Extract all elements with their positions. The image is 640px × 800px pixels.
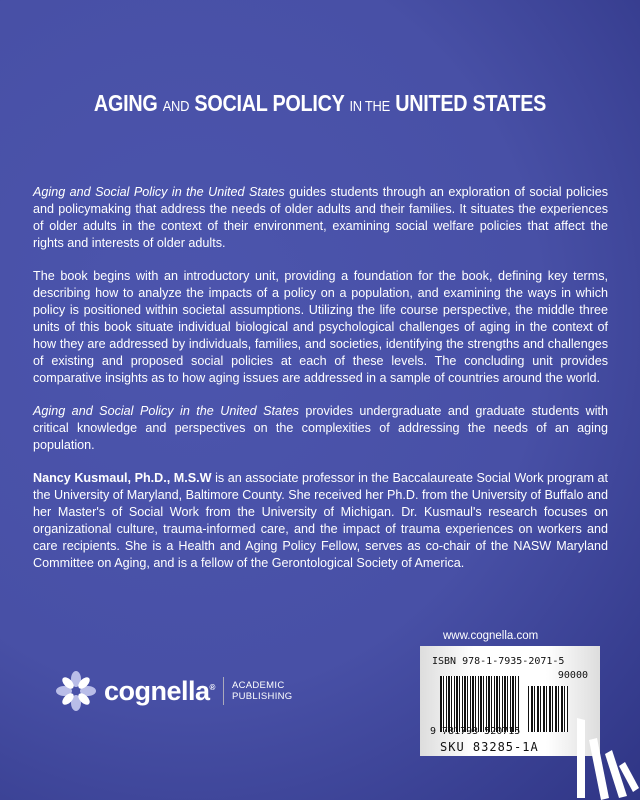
barcode-label [420,646,600,756]
publisher-tagline [232,680,293,702]
publisher-wordmark: cognella [104,675,210,706]
divider [223,677,224,705]
tagline-line: ACADEMIC [231,680,285,691]
barcode-number: 9 781793 520715 [430,726,521,737]
book-title [45,90,595,117]
registered-mark: ® [209,682,215,692]
text: guides students through an exploration of social policies and policymaking that address the needs of older adults and their families. It situates the experiences of older adults in the context of their environment, examining social welfare policies that affect the rights and interests of older adults. [33,185,608,250]
price-addon: 90000 [557,670,588,681]
text: is an associate professor in the Baccalaureate Social Work program at the University of Maryland, Baltimore County. She received her Ph.D. from the University of Buffalo and her Master's of Social Work from the University of Michigan. Dr. Kusmaul's research focuses on organizational culture, trauma-informed care, and the impact of trauma experiences on workers and care recipients. She is a Health and Aging Policy Fellow, serves as co-chair of the NASW Maryland Committee on Aging, and is a fellow of the Gerontological Society of America. [33,471,608,570]
sku-text: SKU 83285-1A [440,740,539,754]
paragraph-intro [33,184,608,252]
publisher-name [104,676,215,707]
author-name: Nancy Kusmaul, Ph.D., M.S.W [33,471,212,486]
cognella-flower-icon [56,671,96,711]
publisher-url: www.cognella.com [443,630,539,642]
paragraph-structure: The book begins with an introductory unit, providing a foundation for the book, defining key terms, describing how to analyze the impacts of a policy on a population, and examining the ways in which policy is positioned within societal assumptions. Utilizing the life course perspective, the middle three units of this book situate individual biological and psychological challenges of aging in the context of how they are addressed by individuals, families, and societies, identifying the strengths and challenges of existing and proposed social policies at each of these levels. The concluding unit provides comparative insights as to how aging issues are addressed in a sample of countries around the world. [33,269,608,385]
barcode-bars [440,676,520,732]
title-word: AGING [93,90,158,116]
author-bio [33,470,608,571]
text: provides undergraduate and graduate students with critical knowledge and perspectives on the complexities of addressing the needs of an aging population. [33,403,608,452]
publisher-logo [56,671,292,711]
addon-barcode-bars [528,686,568,732]
paragraph-audience [33,403,608,454]
title-word: IN THE [349,98,390,115]
book-title-italic: Aging and Social Policy in the United States [33,185,285,199]
isbn-text: ISBN 978-1-7935-2071-5 [432,656,565,667]
tagline-line: PUBLISHING [231,691,293,702]
title-word: UNITED STATES [395,90,547,116]
book-title-italic: Aging and Social Policy in the United States [33,403,299,418]
title-word: AND [162,98,190,115]
book-stack-decoration-icon [575,718,640,800]
description [33,184,608,588]
title-word: SOCIAL POLICY [194,90,345,116]
